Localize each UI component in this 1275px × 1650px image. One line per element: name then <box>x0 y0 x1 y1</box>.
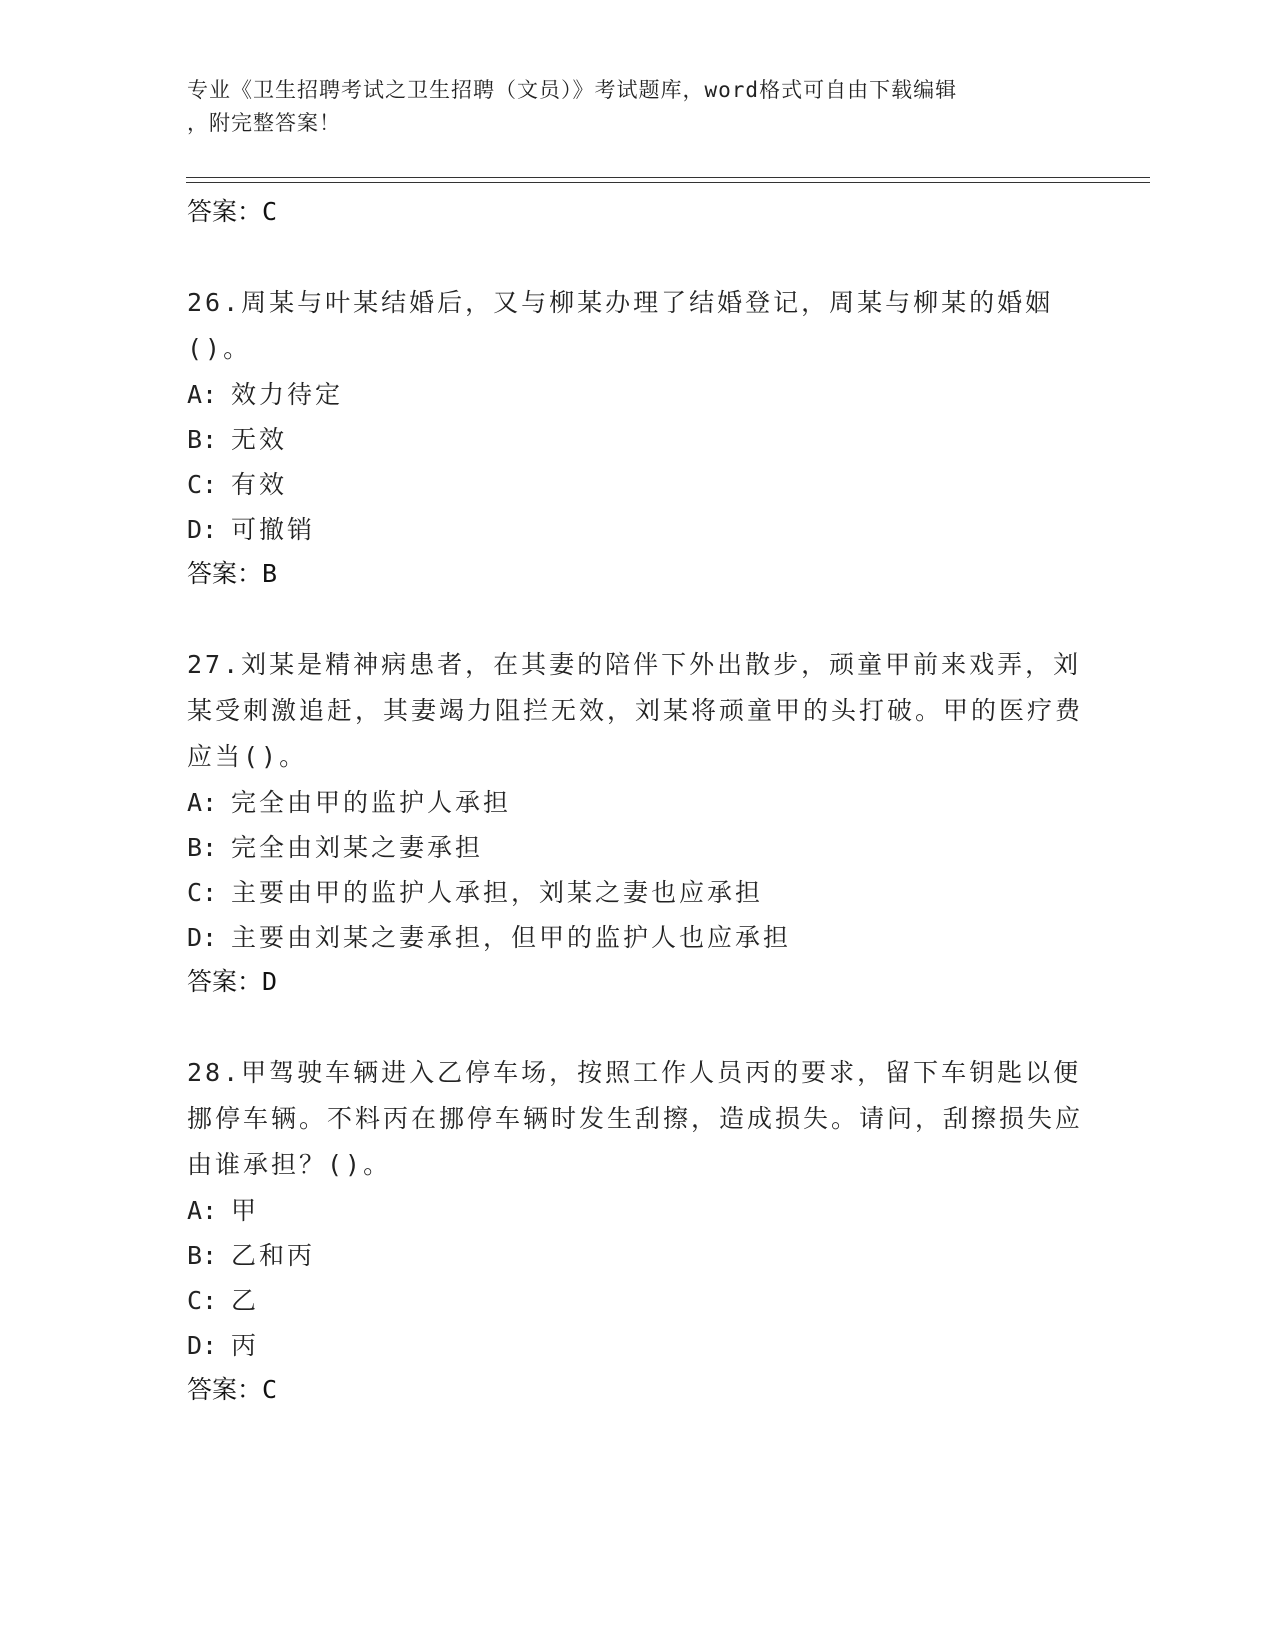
header-divider-top <box>186 177 1150 178</box>
option-b <box>187 825 1087 870</box>
option-text: 乙 <box>231 1286 260 1315</box>
option-letter: A: <box>187 1196 218 1225</box>
option-letter: B: <box>187 425 218 454</box>
question-27 <box>187 642 1087 1004</box>
question-26 <box>187 280 1087 596</box>
answer-label: 答案： <box>187 559 263 588</box>
option-letter: B: <box>187 1241 218 1270</box>
option-letter: A: <box>187 788 218 817</box>
option-text: 完全由甲的监护人承担 <box>231 788 512 817</box>
option-b <box>187 1233 1087 1278</box>
option-c <box>187 462 1087 507</box>
question-answer <box>187 552 1087 596</box>
answer-value: C <box>262 1375 278 1404</box>
header-title-line-2: ，附完整答案！ <box>187 111 341 135</box>
option-text: 甲 <box>231 1196 260 1225</box>
option-d <box>187 915 1087 960</box>
option-text: 完全由刘某之妻承担 <box>231 833 484 862</box>
question-text: 28.甲驾驶车辆进入乙停车场，按照工作人员丙的要求，留下车钥匙以便挪停车辆。不料丙在挪停车辆时发生刮擦，造成损失。请问，刮擦损失应由谁承担？()。 <box>187 1058 1084 1179</box>
answer-value: C <box>262 197 278 226</box>
option-text: 效力待定 <box>231 380 344 409</box>
option-a <box>187 1188 1087 1233</box>
option-text: 乙和丙 <box>231 1241 316 1270</box>
option-letter: D: <box>187 1331 218 1360</box>
answer-value: D <box>262 967 278 996</box>
option-text: 可撤销 <box>231 515 316 544</box>
question-text: 27.刘某是精神病患者，在其妻的陪伴下外出散步，顽童甲前来戏弄，刘某受刺激追赶，其妻竭力阻拦无效，刘某将顽童甲的头打破。甲的医疗费应当()。 <box>187 650 1084 771</box>
document-header <box>187 74 1067 140</box>
option-letter: D: <box>187 923 218 952</box>
document-body <box>187 190 1087 1412</box>
option-text: 无效 <box>231 425 288 454</box>
question-answer <box>187 1368 1087 1412</box>
option-b <box>187 417 1087 462</box>
option-c <box>187 870 1087 915</box>
option-letter: B: <box>187 833 218 862</box>
answer-label: 答案： <box>187 197 263 226</box>
question-28 <box>187 1050 1087 1412</box>
answer-label: 答案： <box>187 1375 263 1404</box>
option-letter: C: <box>187 1286 218 1315</box>
header-divider-bottom <box>186 182 1150 183</box>
option-text: 有效 <box>231 470 288 499</box>
option-d <box>187 1323 1087 1368</box>
option-d <box>187 507 1087 552</box>
question-text: 26.周某与叶某结婚后，又与柳某办理了结婚登记，周某与柳某的婚姻()。 <box>187 288 1054 363</box>
option-c <box>187 1278 1087 1323</box>
option-text: 主要由刘某之妻承担，但甲的监护人也应承担 <box>231 923 792 952</box>
option-text: 主要由甲的监护人承担，刘某之妻也应承担 <box>231 878 764 907</box>
answer-value: B <box>262 559 278 588</box>
answer-label: 答案： <box>187 967 263 996</box>
option-letter: A: <box>187 380 218 409</box>
question-answer <box>187 960 1087 1004</box>
option-text: 丙 <box>231 1331 260 1360</box>
option-letter: C: <box>187 470 218 499</box>
previous-answer <box>187 190 1087 234</box>
option-letter: D: <box>187 515 218 544</box>
option-letter: C: <box>187 878 218 907</box>
option-a <box>187 372 1087 417</box>
option-a <box>187 780 1087 825</box>
header-title-line-1: 专业《卫生招聘考试之卫生招聘（文员）》考试题库，word格式可自由下载编辑 <box>187 78 958 102</box>
